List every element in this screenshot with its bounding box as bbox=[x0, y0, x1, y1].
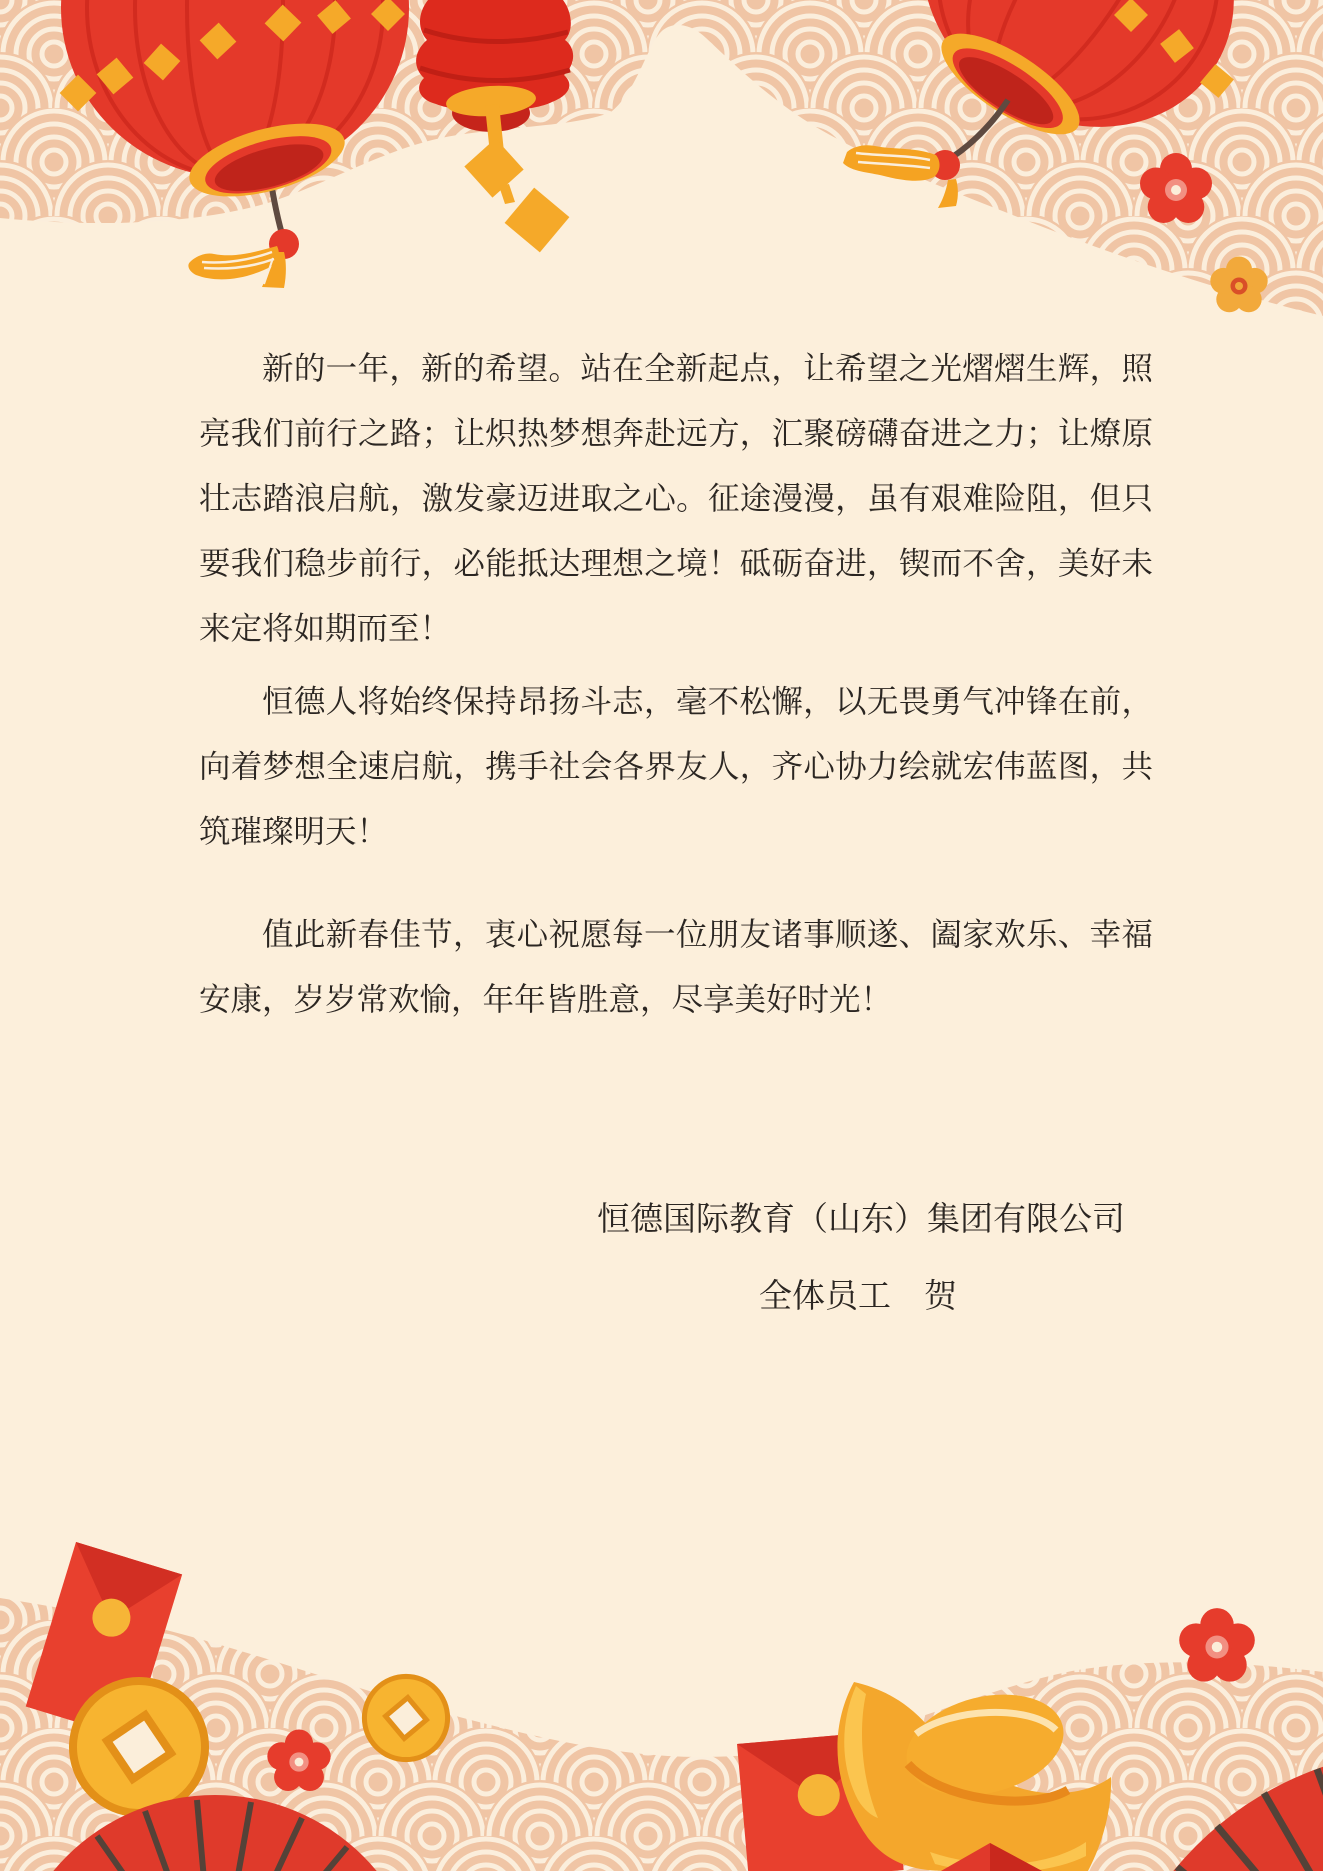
red-plum-flower-icon bbox=[1179, 1608, 1255, 1682]
letter-paragraph: 新的一年，新的希望。站在全新起点，让希望之光熠熠生辉，照亮我们前行之路；让炽热梦想奔赴远方，汇聚磅礴奋进之力；让燎原壮志踏浪启航，激发豪迈进取之心。征途漫漫，虽有艰难险阻，但只要我们稳步前行，必能抵达理想之境！砥砺奋进，锲而不舍，美好未来定将如期而至！ bbox=[199, 351, 1153, 646]
letter-body bbox=[199, 336, 1153, 1032]
letter-paragraph: 恒德人将始终保持昂扬斗志，毫不松懈，以无畏勇气冲锋在前，向着梦想全速启航，携手社会各界友人，齐心协力绘就宏伟蓝图，共筑璀璨明天！ bbox=[199, 684, 1153, 849]
gold-coin-small-icon bbox=[364, 1676, 447, 1759]
letter-paragraph: 值此新春佳节，衷心祝愿每一位朋友诸事顺遂、阖家欢乐、幸福安康，岁岁常欢愉，年年皆胜意，尽享美好时光！ bbox=[199, 917, 1153, 1017]
signature-signer: 全体员工 贺 bbox=[759, 1279, 957, 1315]
signature-company: 恒德国际教育（山东）集团有限公司 bbox=[597, 1202, 1125, 1238]
tassel-ribbon-icon bbox=[188, 246, 286, 288]
